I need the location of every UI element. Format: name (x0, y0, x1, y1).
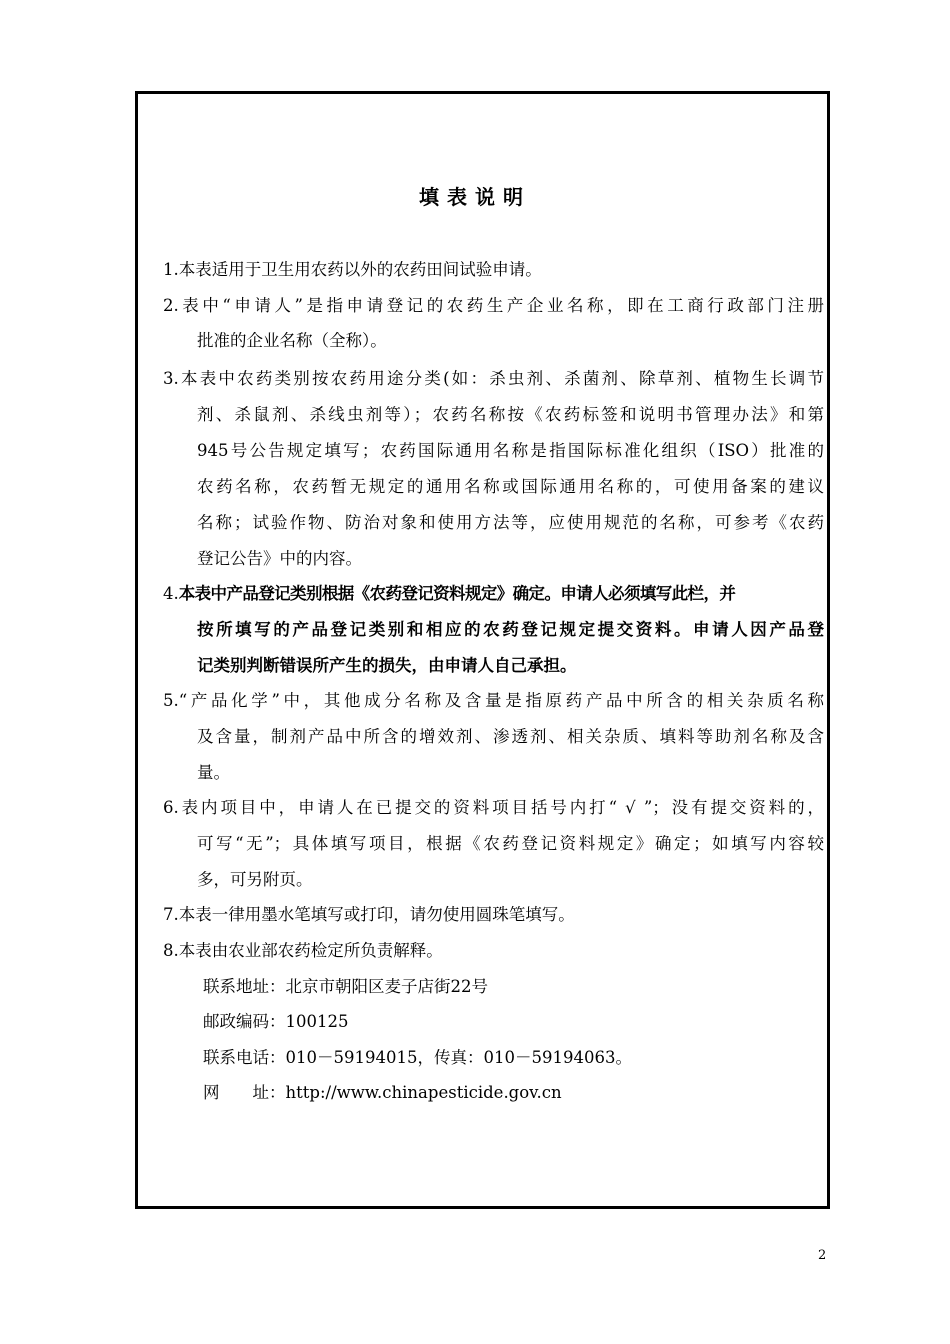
instruction-item-2-cont: 批准的企业名称（全称）。 (197, 331, 387, 350)
page-number: 2 (818, 1248, 827, 1263)
instruction-item-8: 8.本表由农业部农药检定所负责解释。 (163, 941, 443, 960)
instruction-item-6-cont: 多，可另附页。 (197, 870, 313, 889)
instruction-item-3-cont: 945号公告规定填写；农药国际通用名称是指国际标准化组织（ISO）批准的 (197, 441, 824, 460)
instruction-item-4-cont: 记类别判断错误所产生的损失，由申请人自己承担。 (197, 656, 577, 675)
instruction-item-6: 6.表内项目中，申请人在已提交的资料项目括号内打“ √ ”；没有提交资料的， (163, 798, 824, 817)
item-number: 4. (163, 584, 179, 603)
contact-phone: 联系电话：010－59194015，传真：010－59194063。 (203, 1048, 632, 1067)
instruction-item-3-cont: 登记公告》中的内容。 (197, 549, 362, 568)
instruction-item-4 (163, 583, 824, 605)
instruction-item-2: 2.表中“申请人”是指申请登记的农药生产企业名称，即在工商行政部门注册 (163, 296, 824, 315)
instruction-item-3: 3.本表中农药类别按农药用途分类(如：杀虫剂、杀菌剂、除草剂、植物生长调节 (163, 369, 824, 388)
instruction-item-6-cont: 可写“无”；具体填写项目，根据《农药登记资料规定》确定；如填写内容较 (197, 834, 824, 853)
instruction-item-7: 7.本表一律用墨水笔填写或打印，请勿使用圆珠笔填写。 (163, 905, 575, 924)
instruction-item-3-cont: 剂、杀鼠剂、杀线虫剂等）；农药名称按《农药标签和说明书管理办法》和第 (197, 405, 824, 424)
instruction-item-5-cont: 量。 (197, 763, 230, 782)
page-title: 填表说明 (419, 185, 531, 209)
instruction-item-3-cont: 名称；试验作物、防治对象和使用方法等，应使用规范的名称，可参考《农药 (197, 513, 824, 532)
instruction-item-5-cont: 及含量，制剂产品中所含的增效剂、渗透剂、相关杂质、填料等助剂名称及含 (197, 727, 824, 746)
instruction-item-4-cont: 按所填写的产品登记类别和相应的农药登记规定提交资料。申请人因产品登 (197, 620, 824, 639)
item-text: 本表中产品登记类别根据《农药登记资料规定》确定。申请人必须填写此栏，并 (178, 584, 736, 603)
instruction-item-5: 5.“产品化学”中，其他成分名称及含量是指原药产品中所含的相关杂质名称 (163, 691, 824, 710)
contact-postcode: 邮政编码：100125 (203, 1012, 349, 1031)
instruction-item-1: 1.本表适用于卫生用农药以外的农药田间试验申请。 (163, 260, 542, 279)
contact-website: 网 址：http://www.chinapesticide.gov.cn (203, 1083, 562, 1102)
instruction-item-3-cont: 农药名称，农药暂无规定的通用名称或国际通用名称的，可使用备案的建议 (197, 477, 824, 496)
contact-address: 联系地址：北京市朝阳区麦子店街22号 (203, 977, 488, 996)
